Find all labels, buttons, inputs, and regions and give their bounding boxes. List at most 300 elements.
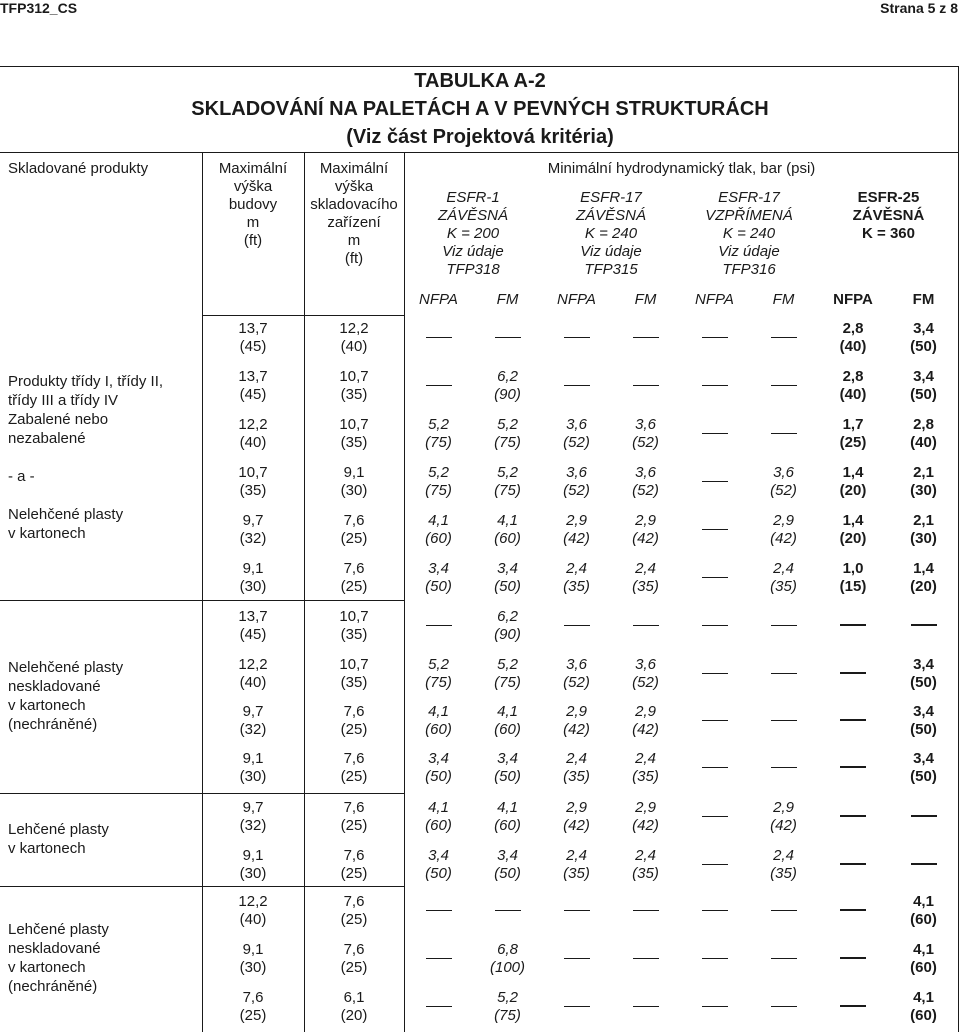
dash-mark: [840, 672, 866, 674]
not-applicable-dash: [611, 997, 680, 1015]
pressure-imperial: (52): [563, 434, 590, 451]
dash-mark: [702, 673, 728, 674]
page-number: Strana 5 z 8: [880, 0, 958, 16]
dash-mark: [702, 864, 728, 865]
building-height-imperial: (30): [239, 865, 267, 882]
dash-mark: [564, 337, 590, 338]
not-applicable-dash: [680, 424, 749, 442]
not-applicable-dash: [818, 949, 888, 967]
pressure-value: 2,1: [913, 512, 934, 529]
pressure-value: 3,6: [635, 416, 656, 433]
pressure-value: 2,9: [773, 799, 794, 816]
pressure-imperial: (30): [910, 482, 937, 499]
not-applicable-dash: [680, 568, 749, 586]
pressure-imperial: (50): [494, 865, 521, 882]
product-group-label: Lehčené plasty: [8, 921, 109, 938]
building-height-value: 9,7: [242, 799, 264, 816]
not-applicable-dash: [680, 711, 749, 729]
dash-mark: [771, 767, 797, 768]
storage-height-value: 7,6: [343, 750, 365, 767]
not-applicable-dash: [611, 949, 680, 967]
header-line: výška: [233, 178, 273, 195]
pressure-imperial: (52): [770, 482, 797, 499]
dash-mark: [771, 433, 797, 434]
not-applicable-dash: [542, 901, 611, 919]
header-line: m: [347, 232, 361, 249]
table-reference: (Viz část Projektová kritéria): [346, 126, 614, 148]
storage-height-imperial: (25): [340, 721, 368, 738]
header-line: K = 360: [862, 225, 915, 242]
pressure-value: 4,1: [497, 703, 518, 720]
dash-mark: [564, 385, 590, 386]
storage-height-imperial: (40): [340, 338, 368, 355]
subheader-nfpa: NFPA: [833, 291, 873, 308]
pressure-imperial: (42): [770, 530, 797, 547]
dash-mark: [564, 910, 590, 911]
not-applicable-dash: [473, 901, 542, 919]
storage-height-value: 7,6: [343, 703, 365, 720]
dash-mark: [702, 385, 728, 386]
pressure-imperial: (20): [839, 530, 867, 547]
pressure-value: 3,6: [635, 464, 656, 481]
dash-mark: [702, 767, 728, 768]
header-line: Viz údaje: [580, 243, 642, 260]
pressure-imperial: (35): [563, 865, 590, 882]
building-height-value: 12,2: [238, 416, 268, 433]
pressure-value: 4,1: [913, 893, 934, 910]
dash-mark: [840, 766, 866, 768]
not-applicable-dash: [680, 328, 749, 346]
product-group-label: (nechráněné): [8, 716, 98, 733]
dash-mark: [771, 673, 797, 674]
header-line: Maximální: [218, 160, 288, 177]
pressure-value: 3,4: [428, 847, 449, 864]
pressure-value: 1,0: [842, 560, 864, 577]
building-height-imperial: (45): [239, 626, 267, 643]
dash-mark: [771, 385, 797, 386]
building-height-value: 13,7: [238, 320, 268, 337]
not-applicable-dash: [542, 997, 611, 1015]
pressure-imperial: (20): [839, 482, 867, 499]
pressure-value: 2,8: [913, 416, 934, 433]
grid-line: [202, 315, 404, 316]
pressure-imperial: (30): [910, 530, 937, 547]
not-applicable-dash: [818, 901, 888, 919]
pressure-value: 3,4: [428, 750, 449, 767]
pressure-imperial: (42): [632, 817, 659, 834]
dash-mark: [633, 385, 659, 386]
pressure-imperial: (75): [494, 1007, 521, 1024]
storage-height-value: 7,6: [343, 847, 365, 864]
pressure-imperial: (35): [770, 865, 797, 882]
building-height-imperial: (30): [239, 959, 267, 976]
pressure-value: 2,9: [635, 512, 656, 529]
pressure-imperial: (60): [494, 817, 521, 834]
not-applicable-dash: [818, 807, 888, 825]
pressure-imperial: (100): [489, 959, 526, 976]
subheader-nfpa: NFPA: [557, 291, 596, 308]
product-group-label: - a -: [8, 468, 35, 485]
dash-mark: [426, 385, 452, 386]
dash-mark: [771, 720, 797, 721]
pressure-value: 2,9: [566, 512, 587, 529]
storage-height-value: 9,1: [343, 464, 365, 481]
storage-height-value: 7,6: [343, 512, 365, 529]
product-group-label: neskladované: [8, 678, 101, 695]
pressure-header: Minimální hydrodynamický tlak, bar (psi): [547, 160, 816, 177]
dash-mark: [702, 529, 728, 530]
pressure-imperial: (50): [425, 578, 452, 595]
dash-mark: [702, 481, 728, 482]
storage-height-imperial: (25): [340, 578, 368, 595]
pressure-imperial: (75): [425, 482, 452, 499]
pressure-value: 2,4: [773, 847, 794, 864]
dash-mark: [426, 337, 452, 338]
pressure-imperial: (75): [425, 674, 452, 691]
header-line: ZÁVĚSNÁ: [437, 207, 509, 224]
pressure-value: 3,6: [566, 416, 587, 433]
building-height-value: 13,7: [238, 608, 268, 625]
pressure-imperial: (42): [563, 721, 590, 738]
pressure-imperial: (42): [563, 530, 590, 547]
header-line: výška: [334, 178, 374, 195]
pressure-imperial: (35): [770, 578, 797, 595]
pressure-imperial: (35): [563, 768, 590, 785]
building-height-imperial: (40): [239, 674, 267, 691]
pressure-imperial: (35): [632, 865, 659, 882]
pressure-imperial: (60): [910, 1007, 937, 1024]
not-applicable-dash: [749, 376, 818, 394]
building-height-value: 10,7: [238, 464, 268, 481]
not-applicable-dash: [749, 758, 818, 776]
dash-mark: [771, 625, 797, 626]
pressure-value: 1,4: [842, 512, 864, 529]
pressure-value: 2,4: [566, 847, 587, 864]
storage-height-imperial: (25): [340, 959, 368, 976]
header-line: ESFR-1: [446, 189, 500, 206]
pressure-value: 4,1: [497, 512, 518, 529]
header-line: Viz údaje: [442, 243, 504, 260]
building-height-imperial: (30): [239, 578, 267, 595]
pressure-imperial: (52): [563, 674, 590, 691]
header-line: (ft): [344, 250, 364, 267]
pressure-imperial: (35): [563, 578, 590, 595]
pressure-imperial: (42): [770, 817, 797, 834]
grid-line: [0, 793, 404, 794]
not-applicable-dash: [611, 376, 680, 394]
pressure-value: 4,1: [913, 989, 934, 1006]
not-applicable-dash: [404, 997, 473, 1015]
pressure-value: 3,4: [913, 750, 934, 767]
table-title: TABULKA A-2: [414, 70, 546, 92]
pressure-value: 3,4: [497, 560, 518, 577]
dash-mark: [771, 958, 797, 959]
product-group-label: třídy III a třídy IV: [8, 392, 119, 409]
product-group-label: Nelehčené plasty: [8, 659, 124, 676]
building-height-value: 13,7: [238, 368, 268, 385]
pressure-value: 4,1: [497, 799, 518, 816]
pressure-imperial: (50): [425, 865, 452, 882]
not-applicable-dash: [818, 616, 888, 634]
product-group-label: v kartonech: [8, 525, 86, 542]
pressure-imperial: (75): [425, 434, 452, 451]
pressure-imperial: (60): [425, 721, 452, 738]
pressure-value: 6,8: [497, 941, 518, 958]
pressure-imperial: (15): [839, 578, 867, 595]
not-applicable-dash: [680, 520, 749, 538]
dash-mark: [771, 1006, 797, 1007]
building-height-value: 7,6: [242, 989, 264, 1006]
header-line: ESFR-17: [718, 189, 780, 206]
pressure-value: 5,2: [428, 464, 449, 481]
pressure-value: 3,4: [913, 368, 934, 385]
not-applicable-dash: [749, 997, 818, 1015]
product-group-label: (nechráněné): [8, 978, 98, 995]
not-applicable-dash: [542, 949, 611, 967]
storage-height-imperial: (35): [340, 434, 368, 451]
pressure-imperial: (60): [425, 817, 452, 834]
storage-height-imperial: (25): [340, 768, 368, 785]
dash-mark: [633, 1006, 659, 1007]
building-height-imperial: (45): [239, 386, 267, 403]
pressure-value: 3,6: [566, 464, 587, 481]
dash-mark: [840, 815, 866, 817]
not-applicable-dash: [611, 328, 680, 346]
dash-mark: [702, 433, 728, 434]
storage-height-value: 7,6: [343, 893, 365, 910]
pressure-value: 3,4: [913, 703, 934, 720]
dash-mark: [564, 958, 590, 959]
not-applicable-dash: [749, 424, 818, 442]
storage-height-value: 10,7: [339, 416, 369, 433]
pressure-imperial: (40): [839, 386, 867, 403]
building-height-imperial: (30): [239, 768, 267, 785]
pressure-imperial: (75): [494, 482, 521, 499]
pressure-imperial: (60): [494, 721, 521, 738]
not-applicable-dash: [680, 901, 749, 919]
not-applicable-dash: [473, 328, 542, 346]
product-group-label: neskladované: [8, 940, 101, 957]
storage-height-imperial: (25): [340, 911, 368, 928]
header-line: zařízení: [327, 214, 381, 231]
header-line: skladovacího: [310, 196, 398, 213]
pressure-imperial: (52): [632, 482, 659, 499]
product-group-label: nezabalené: [8, 430, 86, 447]
not-applicable-dash: [680, 855, 749, 873]
pressure-value: 6,2: [497, 368, 518, 385]
pressure-value: 3,6: [566, 656, 587, 673]
pressure-imperial: (20): [910, 578, 937, 595]
pressure-value: 2,8: [842, 368, 864, 385]
storage-height-imperial: (25): [340, 865, 368, 882]
pressure-value: 2,4: [635, 750, 656, 767]
pressure-value: 2,4: [773, 560, 794, 577]
pressure-imperial: (52): [563, 482, 590, 499]
header-line: TFP318: [446, 261, 500, 278]
not-applicable-dash: [542, 328, 611, 346]
pressure-imperial: (40): [839, 338, 867, 355]
building-height-imperial: (32): [239, 530, 267, 547]
dash-mark: [911, 624, 937, 626]
pressure-imperial: (42): [632, 530, 659, 547]
header-line: Maximální: [319, 160, 389, 177]
building-height-imperial: (32): [239, 817, 267, 834]
storage-height-value: 7,6: [343, 941, 365, 958]
pressure-value: 4,1: [913, 941, 934, 958]
pressure-value: 2,8: [842, 320, 864, 337]
dash-mark: [426, 1006, 452, 1007]
header-line: budovy: [228, 196, 278, 213]
pressure-value: 5,2: [497, 989, 518, 1006]
not-applicable-dash: [680, 664, 749, 682]
not-applicable-dash: [680, 997, 749, 1015]
not-applicable-dash: [404, 328, 473, 346]
dash-mark: [840, 719, 866, 721]
dash-mark: [911, 863, 937, 865]
not-applicable-dash: [818, 758, 888, 776]
not-applicable-dash: [404, 376, 473, 394]
header-line: (ft): [243, 232, 263, 249]
product-group-label: Zabalené nebo: [8, 411, 109, 428]
building-height-value: 9,7: [242, 512, 264, 529]
not-applicable-dash: [680, 949, 749, 967]
pressure-value: 3,4: [497, 847, 518, 864]
subheader-fm: FM: [634, 291, 657, 308]
pressure-value: 4,1: [428, 512, 449, 529]
product-group-label: v kartonech: [8, 840, 86, 857]
storage-height-value: 10,7: [339, 368, 369, 385]
dash-mark: [771, 337, 797, 338]
pressure-value: 1,4: [913, 560, 934, 577]
pressure-imperial: (50): [494, 578, 521, 595]
dash-mark: [840, 1005, 866, 1007]
pressure-imperial: (75): [494, 434, 521, 451]
pressure-value: 4,1: [428, 799, 449, 816]
storage-height-imperial: (30): [340, 482, 368, 499]
subheader-nfpa: NFPA: [419, 291, 458, 308]
building-height-imperial: (32): [239, 721, 267, 738]
not-applicable-dash: [542, 616, 611, 634]
pressure-imperial: (52): [632, 674, 659, 691]
pressure-imperial: (50): [910, 674, 937, 691]
product-group-label: Produkty třídy I, třídy II,: [8, 373, 164, 390]
header-line: K = 200: [446, 225, 500, 242]
not-applicable-dash: [680, 472, 749, 490]
pressure-value: 2,4: [566, 560, 587, 577]
dash-mark: [771, 910, 797, 911]
building-height-value: 9,1: [242, 941, 264, 958]
pressure-imperial: (60): [910, 959, 937, 976]
pressure-imperial: (75): [494, 674, 521, 691]
header-line: m: [246, 214, 260, 231]
not-applicable-dash: [749, 901, 818, 919]
pressure-imperial: (50): [910, 768, 937, 785]
header-line: K = 240: [722, 225, 776, 242]
header-line: VZPŘÍMENÁ: [705, 207, 793, 224]
header-line: ESFR-17: [580, 189, 642, 206]
pressure-value: 1,7: [842, 416, 864, 433]
building-height-imperial: (40): [239, 911, 267, 928]
dash-mark: [702, 625, 728, 626]
header-line: TFP316: [722, 261, 776, 278]
storage-height-value: 7,6: [343, 799, 365, 816]
pressure-imperial: (60): [910, 911, 937, 928]
pressure-value: 2,4: [635, 847, 656, 864]
pressure-value: 3,4: [913, 656, 934, 673]
product-group-label: Lehčené plasty: [8, 821, 109, 838]
product-group-label: v kartonech: [8, 959, 86, 976]
pressure-value: 2,9: [773, 512, 794, 529]
pressure-imperial: (50): [910, 338, 937, 355]
pressure-value: 3,6: [635, 656, 656, 673]
pressure-imperial: (25): [839, 434, 867, 451]
pressure-imperial: (42): [563, 817, 590, 834]
not-applicable-dash: [888, 616, 959, 634]
header-line: TFP315: [584, 261, 638, 278]
dash-mark: [702, 577, 728, 578]
pressure-value: 3,4: [497, 750, 518, 767]
dash-mark: [702, 720, 728, 721]
storage-height-imperial: (35): [340, 386, 368, 403]
not-applicable-dash: [749, 949, 818, 967]
product-group-label: Nelehčené plasty: [8, 506, 124, 523]
not-applicable-dash: [680, 807, 749, 825]
pressure-imperial: (60): [494, 530, 521, 547]
dash-mark: [495, 337, 521, 338]
pressure-imperial: (35): [632, 578, 659, 595]
pressure-imperial: (52): [632, 434, 659, 451]
pressure-value: 5,2: [428, 416, 449, 433]
dash-mark: [495, 910, 521, 911]
pressure-value: 5,2: [497, 656, 518, 673]
subheader-fm: FM: [912, 291, 935, 308]
storage-height-value: 10,7: [339, 608, 369, 625]
grid-line: [0, 600, 404, 601]
header-line: ZÁVĚSNÁ: [852, 207, 925, 224]
building-height-imperial: (45): [239, 338, 267, 355]
not-applicable-dash: [749, 328, 818, 346]
header-line: K = 240: [584, 225, 638, 242]
dash-mark: [702, 910, 728, 911]
subheader-fm: FM: [496, 291, 519, 308]
pressure-imperial: (50): [910, 721, 937, 738]
storage-height-imperial: (20): [340, 1007, 368, 1024]
not-applicable-dash: [749, 711, 818, 729]
not-applicable-dash: [749, 616, 818, 634]
not-applicable-dash: [818, 855, 888, 873]
building-height-value: 9,7: [242, 703, 264, 720]
not-applicable-dash: [680, 758, 749, 776]
storage-height-value: 6,1: [343, 989, 365, 1006]
not-applicable-dash: [749, 664, 818, 682]
pressure-imperial: (50): [425, 768, 452, 785]
building-height-imperial: (40): [239, 434, 267, 451]
subheader-nfpa: NFPA: [695, 291, 734, 308]
pressure-value: 2,9: [635, 703, 656, 720]
storage-height-imperial: (35): [340, 674, 368, 691]
not-applicable-dash: [888, 807, 959, 825]
dash-mark: [564, 1006, 590, 1007]
pressure-imperial: (90): [494, 626, 521, 643]
pressure-value: 2,4: [635, 560, 656, 577]
header-line: ESFR-25: [857, 189, 920, 206]
table-subtitle: SKLADOVÁNÍ NA PALETÁCH A V PEVNÝCH STRUKTURÁCH: [191, 98, 769, 120]
building-height-value: 12,2: [238, 893, 268, 910]
building-height-imperial: (25): [239, 1007, 267, 1024]
not-applicable-dash: [818, 997, 888, 1015]
pressure-value: 5,2: [428, 656, 449, 673]
subheader-fm: FM: [772, 291, 795, 308]
